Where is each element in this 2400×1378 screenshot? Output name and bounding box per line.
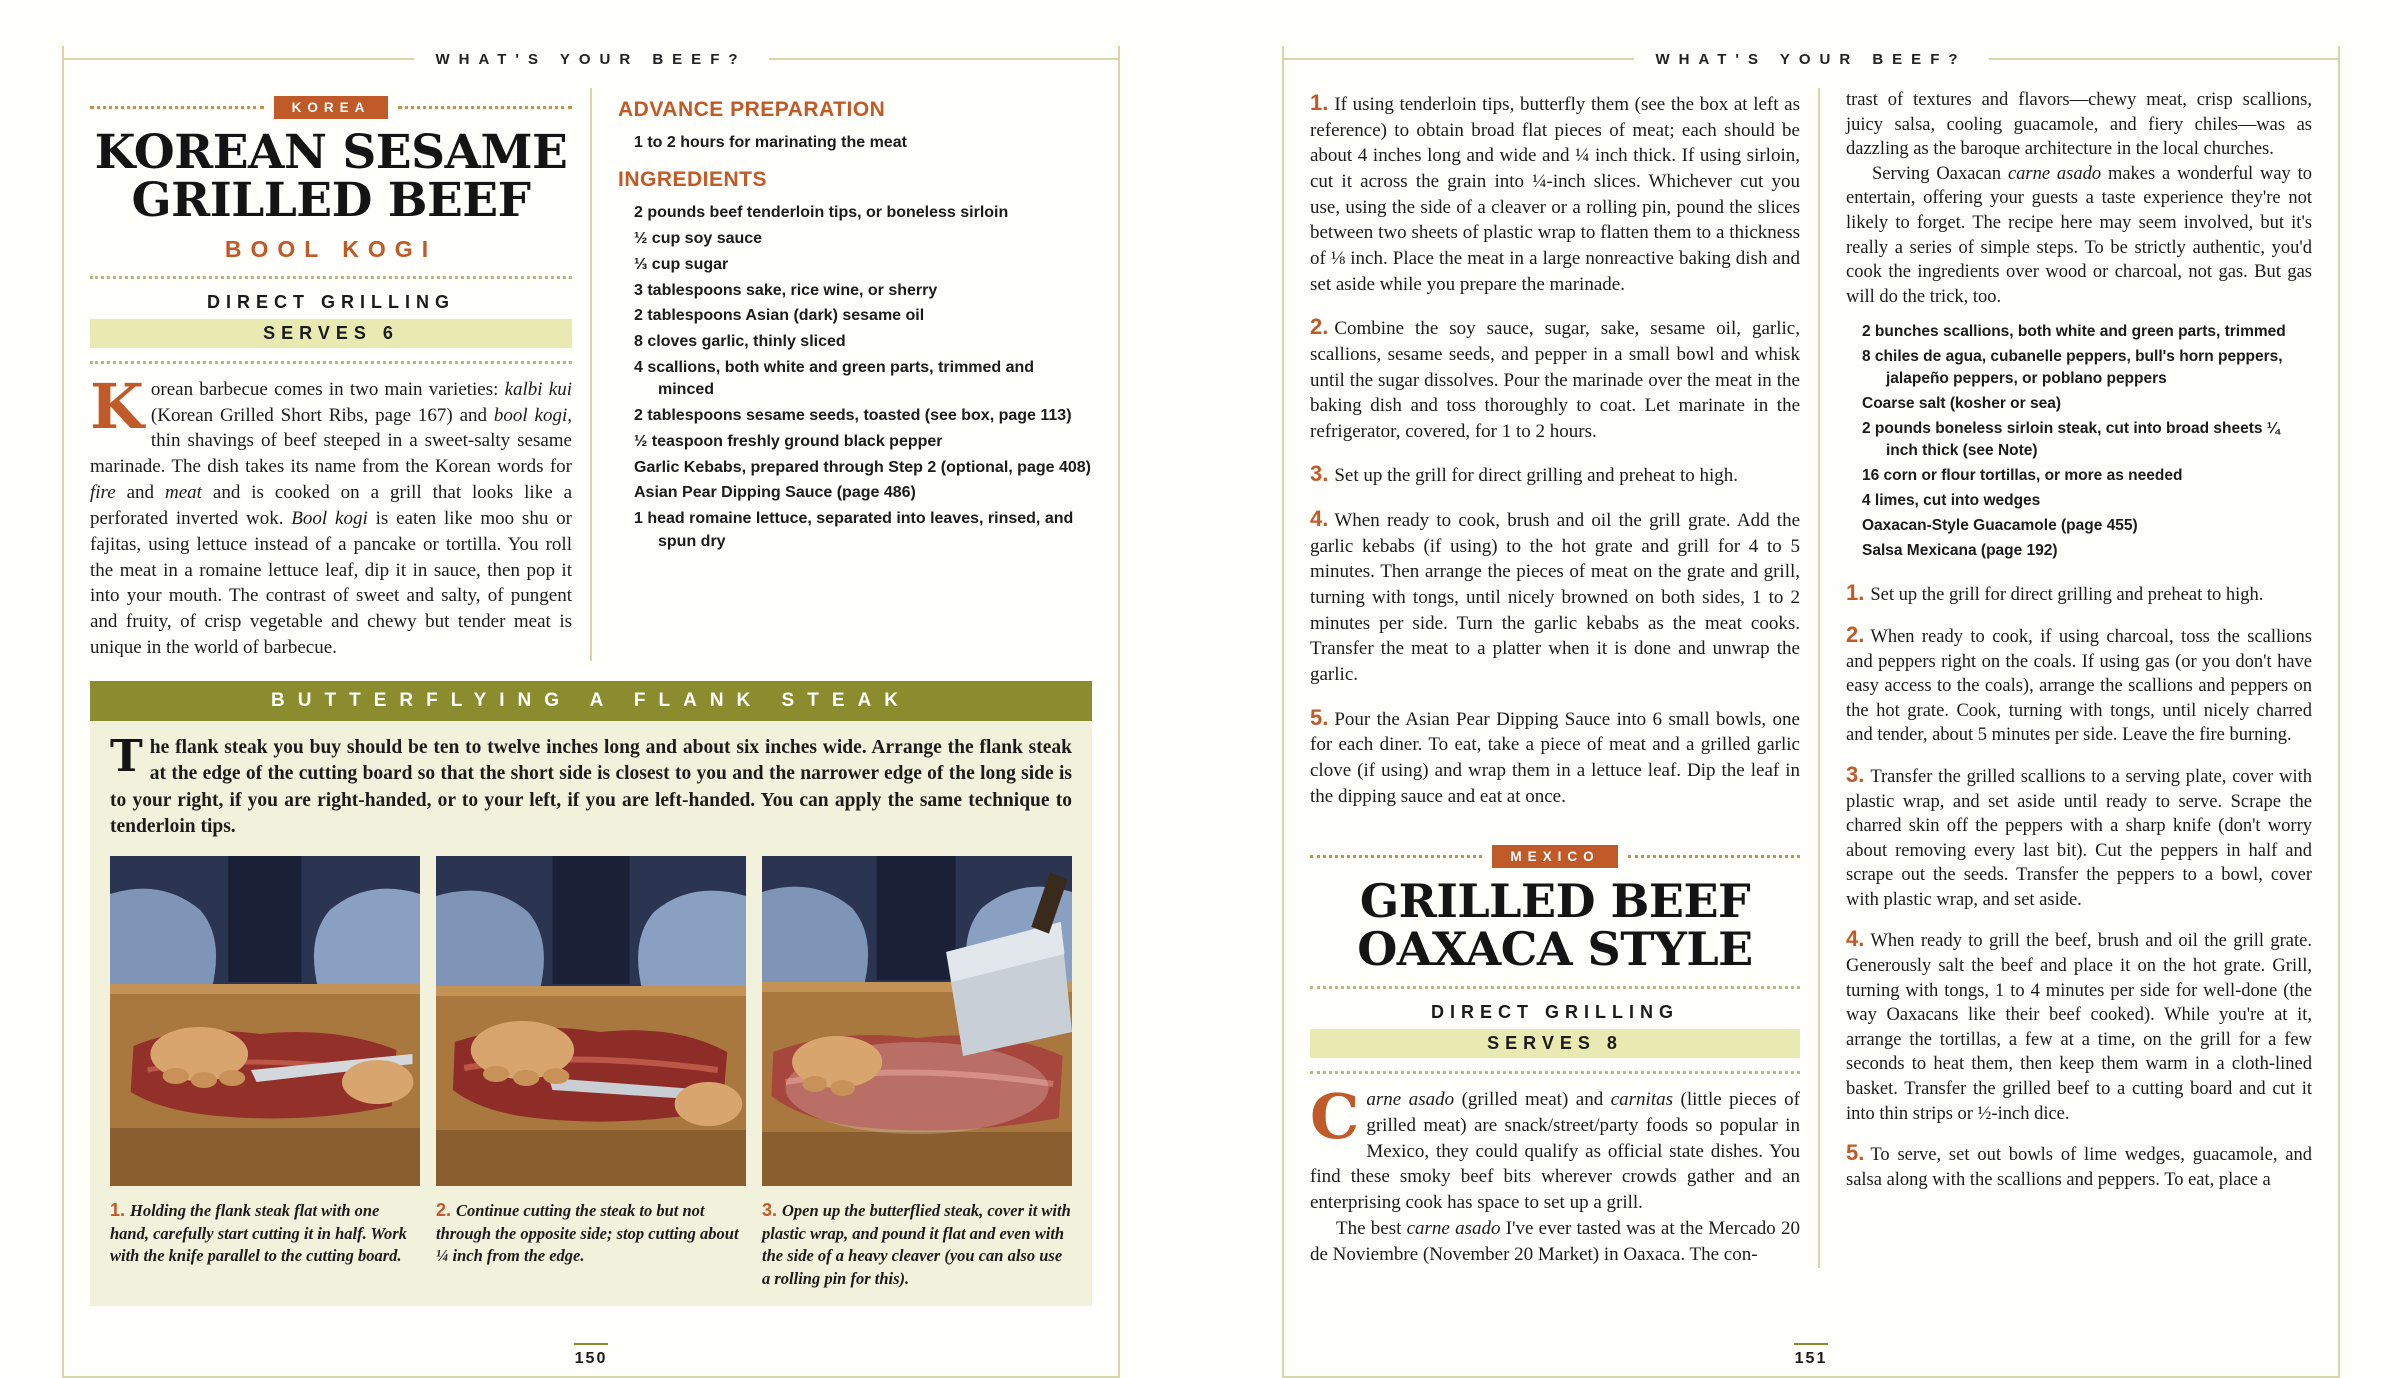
- ingredient-item: ⅓ cup sugar: [634, 255, 729, 273]
- running-head-rule: [769, 58, 1119, 60]
- ingredients-heading: INGREDIENTS: [618, 168, 768, 192]
- dotted-rule: [1628, 855, 1800, 858]
- running-head-title: WHAT'S YOUR BEEF?: [435, 50, 747, 68]
- step-text: Pour the Asian Pear Dipping Sauce into 6 small bowls, one for each diner. To eat, take a piece of meat and a grilled garlic clove (if using) and wrap them in a lettuce leaf. Dip the leaf in the dipping sauce and eat at once.: [1310, 708, 1800, 807]
- caption-text: Continue cutting the steak to but not through the opposite side; stop cutting about ¼ inch from the edge.: [436, 1201, 739, 1266]
- step-text: When ready to cook, if using charcoal, toss the scallions and peppers right on the coals. If using gas (or you don't have easy access to the coals), arrange the scallions and peppers on the hot grate. Cook, turning with tongs, until nicely charred and tender, about 5 minutes per side. Leave the fire burning.: [1846, 626, 2312, 746]
- running-head-rule: [64, 58, 414, 60]
- ingredients-list: [1846, 321, 2312, 562]
- running-head-rule: [1284, 58, 1634, 60]
- ingredient-item: 2 pounds beef tenderloin tips, or boneless sirloin: [634, 204, 1009, 222]
- dotted-rule: [90, 106, 264, 109]
- recipe-step: [1310, 703, 1800, 810]
- page-left: [62, 46, 1120, 1378]
- caption-number: 3.: [762, 1200, 778, 1221]
- recipe-title-line2: OAXACA STYLE: [1357, 921, 1753, 976]
- country-badge-row: [90, 96, 572, 119]
- serves-label: SERVES 6: [90, 319, 572, 348]
- ingredients-column: [590, 88, 1092, 661]
- intro-text: The best carne asado I've ever tasted was at the Mercado 20 de Noviembre (November 20 Market) in Oaxaca. The con-: [1310, 1218, 1801, 1265]
- photo-illustration: [436, 856, 746, 1186]
- step-number: 3.: [1846, 761, 1865, 787]
- country-badge: MEXICO: [1492, 845, 1617, 868]
- dotted-rule: [90, 361, 572, 364]
- caption-number: 1.: [110, 1200, 126, 1221]
- top-columns: [90, 88, 1092, 661]
- caption-text: Open up the butterflied steak, cover it with plastic wrap, and pound it flat and even with the side of a heavy cleaver (you can also use a rolling pin for this).: [762, 1201, 1071, 1288]
- dotted-rule: [398, 106, 572, 109]
- caption-number: 2.: [436, 1200, 452, 1221]
- ingredient-item: 8 cloves garlic, thinly sliced: [634, 332, 846, 350]
- serves-label: SERVES 8: [1310, 1029, 1800, 1058]
- recipe-step: [1310, 88, 1800, 297]
- ingredient-item: 2 pounds boneless sirloin steak, cut into broad sheets ¼ inch thick (see Note): [1862, 420, 2280, 460]
- step-text: If using tenderloin tips, butterfly them (see the box at left as reference) to obtain broad flat pieces of meat; each should be about 4 inches long and wide and ¼ inch thick. If using sirloin, cut it across the grain into ¼-inch slices. Whichever cut you use, using the side of a cleaver or a rolling pin, pound the slices between two sheets of plastic wrap to flatten them to a thickness of ⅛ inch. Place the meat in a large nonreactive baking dish and set aside while you prepare the marinade.: [1310, 94, 1800, 295]
- ingredient-item: Coarse salt (kosher or sea): [1862, 395, 2062, 413]
- step-text: Transfer the grilled scallions to a serving plate, cover with plastic wrap, and set aside until ready to serve. Scrape the charred skin off the peppers with a sharp knife (don't worry about removing every last bit). Cut the peppers in half and scrape out the seeds. Transfer the peppers to a bowl, cover with plastic wrap, and set aside.: [1846, 766, 2312, 910]
- mexico-recipe-header: [1310, 845, 1800, 1074]
- recipe-subtitle: BOOL KOGI: [224, 235, 438, 262]
- technique-box-text: he flank steak you buy should be ten to twelve inches long and about six inches wide. Arrange the flank steak at the edge of the cutting board so that the short side is closest to you and the narrower edge of the long side is to your right, if you are right-handed, or to your left, if you are left-handed. You can apply the same technique to tenderloin tips.: [110, 736, 1072, 837]
- step-number: 4.: [1310, 506, 1329, 532]
- dotted-rule: [1310, 855, 1482, 858]
- page-right: [1282, 46, 2340, 1378]
- ingredient-item: 16 corn or flour tortillas, or more as needed: [1862, 467, 2183, 485]
- running-head: [1284, 46, 2338, 72]
- ingredient-item: 1 head romaine lettuce, separated into leaves, rinsed, and spun dry: [634, 510, 1074, 550]
- step-number: 5.: [1846, 1140, 1865, 1166]
- ingredient-item: ½ cup soy sauce: [634, 230, 763, 248]
- butterflying-step2-photo: [436, 856, 746, 1186]
- right-text-column: [1818, 88, 2312, 1268]
- left-text-column: [1310, 88, 1800, 1268]
- intro-text: arne asado (grilled meat) and carnitas (little pieces of grilled meat) are snack/street/party foods so popular in Mexico, they could qualify as official state dishes. You find these smoky beef bits wherever crowds gather and an enterprising cook has space to set up a grill.: [1310, 1089, 1800, 1214]
- step-number: 4.: [1846, 926, 1865, 952]
- running-head-title: WHAT'S YOUR BEEF?: [1655, 50, 1967, 68]
- ingredient-item: Salsa Mexicana (page 192): [1862, 542, 2058, 560]
- ingredient-item: 3 tablespoons sake, rice wine, or sherry: [634, 281, 938, 299]
- ingredient-item: 2 bunches scallions, both white and green parts, trimmed: [1862, 323, 2286, 341]
- photo-caption: [110, 1198, 420, 1290]
- step-text: When ready to grill the beef, brush and oil the grill grate. Generously salt the beef and place it on the hot grate. Grill, turning with tongs, 1 to 4 minutes per side for well-done (the way Oaxacans like their beef cooked). While you're at it, arrange the tortillas, a few at a time, on the grill for a few seconds to heat them, then keep them warm in a cloth-lined basket. Transfer the grilled beef to a cutting board and cut it into thin strips or ½-inch dice.: [1846, 931, 2312, 1124]
- step-number: 3.: [1310, 461, 1329, 487]
- step-number: 1.: [1310, 90, 1329, 115]
- intro-paragraph: [1310, 1080, 1800, 1216]
- recipe-title-line2: GRILLED BEEF: [131, 173, 531, 229]
- photo-captions: [90, 1186, 1092, 1300]
- recipe-step: [1846, 924, 2312, 1126]
- recipe-step: [1310, 504, 1800, 688]
- recipe-title-line1: GRILLED BEEF: [1359, 874, 1751, 929]
- dotted-rule: [1310, 986, 1800, 989]
- butterflying-step3-photo: [762, 856, 1072, 1186]
- recipe-title-line1: KOREAN SESAME: [94, 125, 568, 180]
- advance-prep-text: 1 to 2 hours for marinating the meat: [634, 134, 907, 151]
- recipe-step: [1846, 1138, 2312, 1192]
- ingredient-item: 2 tablespoons Asian (dark) sesame oil: [634, 307, 925, 325]
- drop-cap: K: [90, 369, 144, 443]
- method-block: [1310, 1002, 1800, 1058]
- photo-caption: [436, 1198, 746, 1290]
- butterflying-step1-photo: [110, 856, 420, 1186]
- recipe-step: [1846, 760, 2312, 913]
- drop-cap: T: [110, 730, 143, 782]
- technique-photos: [90, 848, 1092, 1186]
- photo-caption: [762, 1198, 1072, 1290]
- drop-cap: C: [1310, 1080, 1360, 1153]
- ingredient-item: Oaxacan-Style Guacamole (page 455): [1862, 517, 2138, 535]
- ingredient-item: Garlic Kebabs, prepared through Step 2 (optional, page 408): [634, 458, 1091, 476]
- country-badge: KOREA: [274, 96, 389, 119]
- step-number: 2.: [1310, 314, 1329, 340]
- recipe-title: [90, 125, 572, 229]
- country-badge-row: [1310, 845, 1800, 868]
- continuation-paragraph: [1846, 162, 2312, 310]
- advance-prep-heading: ADVANCE PREPARATION: [618, 98, 886, 121]
- ingredient-item: 8 chiles de agua, cubanelle peppers, bull's horn peppers, jalapeño peppers, or poblano peppers: [1862, 348, 2283, 388]
- recipe-step: [1846, 578, 2312, 608]
- caption-text: Holding the flank steak flat with one hand, carefully start cutting it in half. Work with the knife parallel to the cutting board.: [110, 1201, 407, 1266]
- recipe-step: [1846, 620, 2312, 748]
- step-text: Set up the grill for direct grilling and preheat to high.: [1334, 465, 1739, 487]
- recipe-title: [1310, 874, 1800, 976]
- ingredient-item: Asian Pear Dipping Sauce (page 486): [634, 484, 916, 502]
- intro-paragraph: [1310, 1216, 1800, 1268]
- continuation-paragraph: trast of textures and flavors—chewy meat, crisp scallions, juicy salsa, cooling guacamole, and fiery chiles—was as dazzling as the baroque architecture in the local churches.: [1846, 90, 2312, 160]
- continuation-text: Serving Oaxacan carne asado makes a wonderful way to entertain, offering your guests a taste experience they're not likely to forget. The recipe here may seem involved, but it's really a series of simple steps. To be strictly authentic, you'd cook the ingredients over wood or charcoal, not gas. But gas will do the trick, too.: [1846, 163, 2313, 307]
- ingredient-item: 4 scallions, both white and green parts, trimmed and minced: [634, 358, 1035, 399]
- technique-box-intro: [90, 721, 1092, 848]
- technique-box-title: BUTTERFLYING A FLANK STEAK: [90, 681, 1092, 721]
- dotted-rule: [90, 276, 572, 279]
- recipe-step: [1310, 459, 1800, 489]
- method-label: DIRECT GRILLING: [207, 291, 455, 312]
- step-text: Set up the grill for direct grilling and preheat to high.: [1870, 585, 2264, 606]
- step-text: To serve, set out bowls of lime wedges, guacamole, and salsa along with the scallions and peppers. To eat, place a: [1846, 1145, 2312, 1190]
- step-number: 1.: [1846, 580, 1865, 606]
- running-head: [64, 46, 1118, 72]
- step-number: 5.: [1310, 704, 1329, 730]
- method-block: [90, 292, 572, 348]
- ingredient-item: ½ teaspoon freshly ground black pepper: [634, 432, 943, 450]
- recipe-intro-column: [90, 88, 572, 661]
- step-text: Combine the soy sauce, sugar, sake, sesame oil, garlic, scallions, sesame seeds, and pepper in a small bowl and whisk until the sugar dissolves. Pour the marinade over the meat in the baking dish and toss thoroughly to coat. Let marinate in the refrigerator, covered, for 1 to 2 hours.: [1310, 318, 1800, 442]
- photo-illustration: [762, 856, 1072, 1186]
- recipe-step: [1310, 312, 1800, 444]
- photo-illustration: [110, 856, 420, 1186]
- technique-box: [90, 681, 1092, 1306]
- step-text: When ready to cook, brush and oil the grill grate. Add the garlic kebabs (if using) to the hot grate and grill for 4 to 5 minutes. Then arrange the pieces of meat on the grate and grill, turning with tongs, until nicely browned on both sides, 1 to 2 minutes per side. Turn the garlic kebabs as the meat cooks. Transfer the meat to a platter when it is done and unwrap the garlic.: [1310, 510, 1800, 685]
- page-number: 150: [64, 1343, 1118, 1368]
- ingredients-list: [618, 202, 1092, 553]
- step-number: 2.: [1846, 621, 1865, 647]
- page-number: 151: [1284, 1343, 2338, 1368]
- ingredient-item: 4 limes, cut into wedges: [1862, 492, 2041, 510]
- text-columns: [1310, 88, 2312, 1268]
- intro-paragraph: [90, 369, 573, 661]
- dotted-rule: [1310, 1071, 1800, 1074]
- method-label: DIRECT GRILLING: [1431, 1002, 1679, 1022]
- intro-text: orean barbecue comes in two main varieties: kalbi kui (Korean Grilled Short Ribs, page 167) and bool kogi, thin shavings of beef steeped in a sweet-salty sesame marinade. The dish takes its name from the Korean words for fire and meat and is cooked on a grill that looks like a perforated inverted wok. Bool kogi is eaten like moo shu or fajitas, using lettuce instead of a pancake or tortilla. You roll the meat in a romaine lettuce leaf, dip it in sauce, then pop it into your mouth. The contrast of sweet and salty, of pungent and fruity, of crisp vegetable and chewy but tender meat is unique in the world of barbecue.: [90, 378, 573, 659]
- ingredient-item: 2 tablespoons sesame seeds, toasted (see box, page 113): [634, 407, 1072, 425]
- running-head-rule: [1989, 58, 2339, 60]
